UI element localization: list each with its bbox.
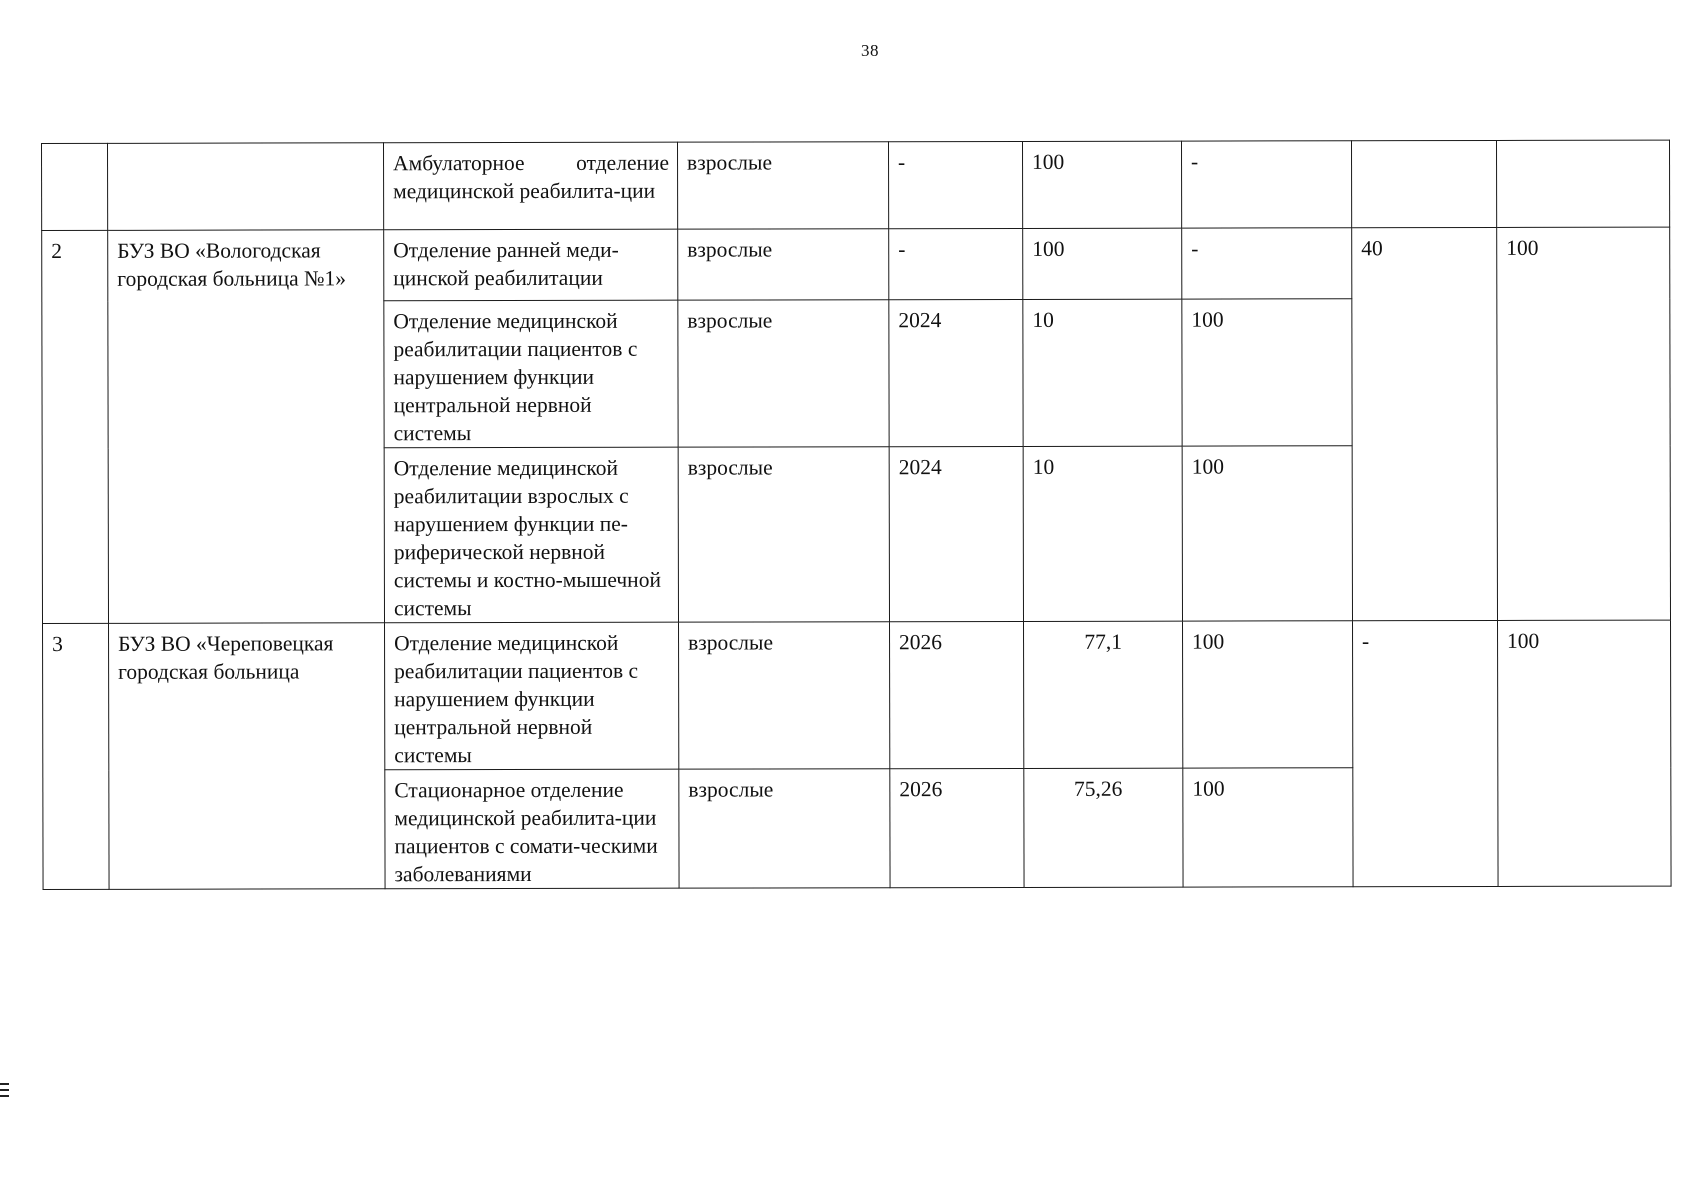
cell-value-b: 100 bbox=[1183, 621, 1353, 768]
table-row bbox=[43, 620, 1671, 770]
cell-value-d: 100 bbox=[1497, 227, 1671, 620]
cell-department: Стационарное отделение медицинской реабилита-ции пациентов с сомати-ческими заболеваниями bbox=[385, 769, 679, 889]
cell-value-b: 100 bbox=[1182, 299, 1352, 446]
cell-department: Отделение медицинской реабилитации взрослых с нарушением функции пе-риферической нервной системы и костно-мышечной системы bbox=[384, 447, 678, 623]
cell-patients: взрослые bbox=[678, 300, 889, 447]
cell-patients: взрослые bbox=[678, 447, 889, 622]
cell-value-a: 77,1 bbox=[1024, 621, 1183, 768]
cell-year: 2026 bbox=[890, 768, 1024, 887]
cell-department: Отделение ранней меди-цинской реабилитации bbox=[384, 229, 678, 301]
cell-patients: взрослые bbox=[679, 622, 890, 769]
cell-department: Отделение медицинской реабилитации пациентов с нарушением функции центральной нервной системы bbox=[385, 622, 679, 770]
cell-year: 2024 bbox=[889, 446, 1023, 621]
cell-value-b: 100 bbox=[1182, 446, 1352, 621]
cell-institution: БУЗ ВО «Вологодская городская больница №1» bbox=[108, 230, 385, 624]
cell-value-c bbox=[1351, 140, 1496, 227]
cell-value-a: 10 bbox=[1023, 299, 1182, 446]
table-row bbox=[42, 140, 1670, 230]
cell-number: 3 bbox=[43, 623, 110, 889]
cell-value-d bbox=[1496, 140, 1669, 227]
cell-value-b: 100 bbox=[1183, 768, 1353, 887]
cell-institution bbox=[108, 143, 384, 231]
cell-year: 2026 bbox=[890, 621, 1024, 768]
cell-patients: взрослые bbox=[679, 769, 890, 888]
cell-value-a: 10 bbox=[1023, 446, 1182, 621]
cell-value-b: - bbox=[1181, 141, 1351, 228]
cell-value-a: 100 bbox=[1023, 228, 1182, 299]
cell-patients: взрослые bbox=[678, 229, 889, 300]
cell-institution: БУЗ ВО «Череповецкая городская больница bbox=[109, 623, 386, 890]
cell-year: - bbox=[888, 141, 1022, 228]
table-row bbox=[42, 227, 1670, 301]
cell-patients: взрослые bbox=[677, 142, 888, 229]
cell-value-a: 100 bbox=[1022, 141, 1181, 228]
cell-value-c: 40 bbox=[1352, 227, 1498, 620]
margin-mark bbox=[0, 1083, 10, 1099]
rehabilitation-table bbox=[41, 140, 1672, 890]
cell-year: - bbox=[889, 228, 1023, 299]
cell-value-a: 75,26 bbox=[1024, 768, 1183, 887]
page-number: 38 bbox=[861, 41, 879, 60]
cell-value-b: - bbox=[1182, 228, 1352, 299]
cell-department: Отделение медицинской реабилитации пациентов с нарушением функции центральной нервной системы bbox=[384, 300, 678, 448]
cell-value-c: - bbox=[1353, 620, 1499, 886]
cell-number: 2 bbox=[42, 230, 109, 623]
cell-year: 2024 bbox=[889, 299, 1023, 446]
cell-department: Амбулаторное отделение медицинской реабилита-ции bbox=[384, 142, 678, 230]
cell-number bbox=[42, 143, 108, 230]
cell-value-d: 100 bbox=[1498, 620, 1672, 886]
